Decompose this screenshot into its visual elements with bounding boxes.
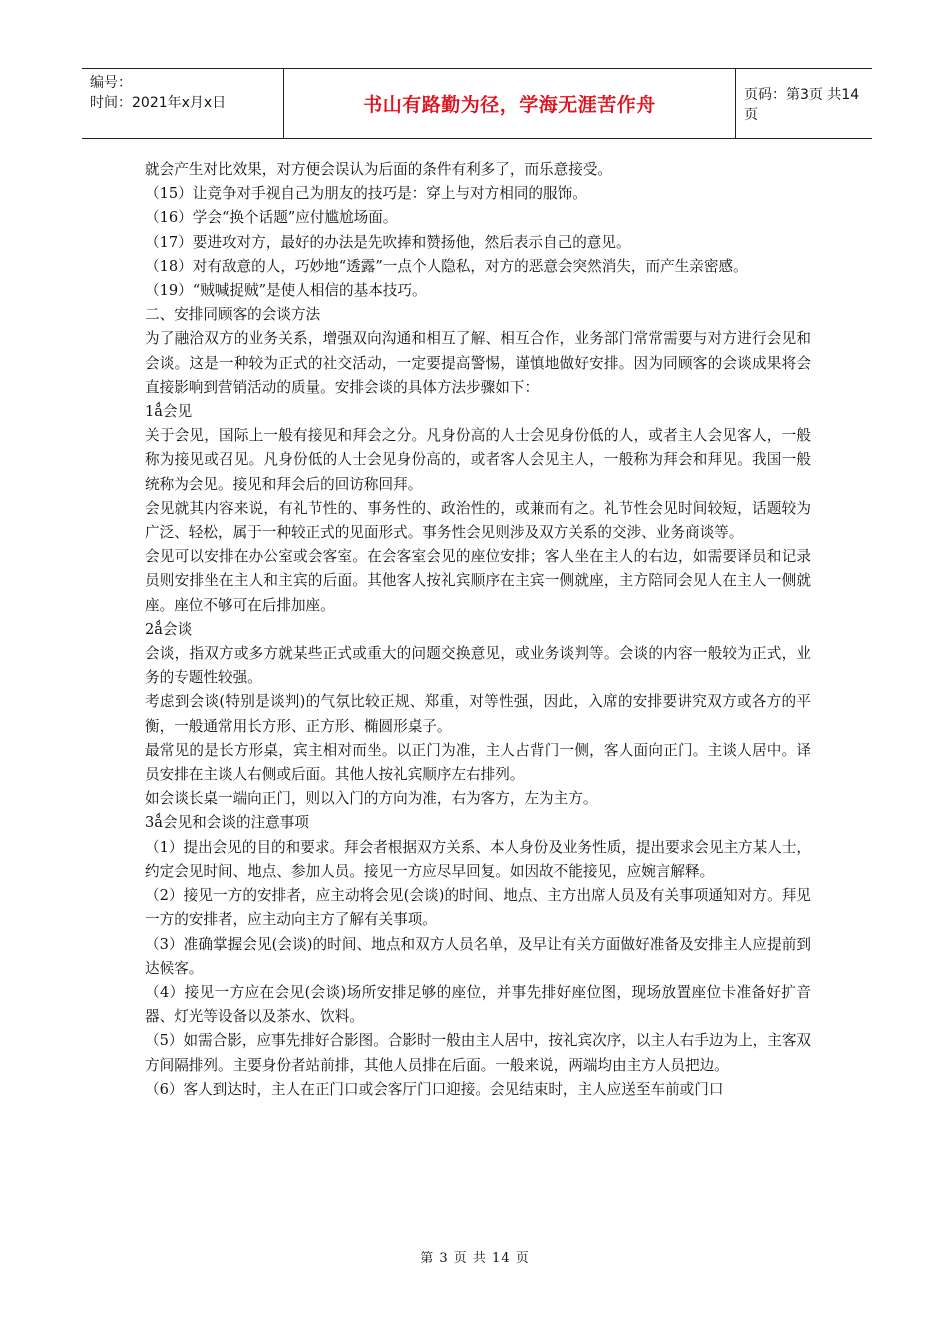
paragraph: 会见就其内容来说，有礼节性的、事务性的、政治性的，或兼而有之。礼节性会见时间较短，话题较为广泛、轻松，属于一种较正式的见面形式。事务性会见则涉及双方关系的交涉、业务商谈等。 — [145, 499, 811, 542]
paragraph: 会见可以安排在办公室或会客室。在会客室会见的座位安排；客人坐在主人的右边，如需要译员和记录员则安排坐在主人和主宾的后面。其他客人按礼宾顺序在主宾一侧就座，主方陪同会见人在主人一侧就座。座位不够可在后排加座。 — [145, 548, 811, 614]
page-header — [82, 68, 872, 139]
section-heading: 二、安排同顾客的会谈方法 — [145, 306, 321, 324]
paragraph: 如会谈长桌一端向正门，则以入门的方向为准，右为客方，左为主方。 — [145, 790, 598, 808]
paragraph: （16）学会“换个话题”应付尴尬场面。 — [145, 209, 398, 227]
paragraph: （15）让竞争对手视自己为朋友的技巧是：穿上与对方相同的服饰。 — [145, 185, 587, 203]
paragraph: （2）接见一方的安排者，应主动将会见(会谈)的时间、地点、主方出席人员及有关事项通知对方。拜见一方的安排者，应主动向主方了解有关事项。 — [145, 887, 811, 929]
paragraph: 会谈，指双方或多方就某些正式或重大的问题交换意见，或业务谈判等。会谈的内容一般较为正式，业务的专题性较强。 — [145, 645, 811, 687]
paragraph: （6）客人到达时，主人在正门口或会客厅门口迎接。会见结束时，主人应送至车前或门口 — [145, 1080, 724, 1098]
doc-date: 时间：2021年x月x日 — [90, 95, 227, 111]
paragraph: 考虑到会谈(特别是谈判)的气氛比较正规、郑重，对等性强，因此，入席的安排要讲究双方或各方的平衡，一般通常用长方形、正方形、椭圆形桌子。 — [145, 693, 811, 735]
header-meta — [82, 69, 284, 138]
subsection-heading: 2ǻ会谈 — [145, 620, 193, 638]
paragraph: 为了融洽双方的业务关系，增强双向沟通和相互了解、相互合作，业务部门常常需要与对方进行会见和会谈。这是一种较为正式的社交活动，一定要提高警惕，谨慎地做好安排。因为同顾客的会谈成果将会直接影响到营销活动的质量。安排会谈的具体方法步骤如下： — [145, 330, 811, 396]
page-footer: 第 3 页 共 14 页 — [420, 1251, 530, 1266]
subsection-heading: 1ǻ会见 — [145, 403, 193, 421]
paragraph: （17）要进攻对方，最好的办法是先吹捧和赞扬他，然后表示自己的意见。 — [145, 233, 631, 251]
paragraph: （19）“贼喊捉贼”是使人相信的基本技巧。 — [145, 282, 427, 300]
header-motto: 书山有路勤为径，学海无涯苦作舟 — [284, 69, 736, 138]
paragraph: （3）准确掌握会见(会谈)的时间、地点和双方人员名单，及早让有关方面做好准备及安排主人应提前到达候客。 — [145, 935, 811, 977]
paragraph: （4）接见一方应在会见(会谈)场所安排足够的座位，并事先排好座位图，现场放置座位卡准备好扩音器、灯光等设备以及茶水、饮料。 — [145, 983, 811, 1026]
paragraph: （1）提出会见的目的和要求。拜会者根据双方关系、本人身份及业务性质，提出要求会见主方某人士，约定会见时间、地点、参加人员。接见一方应尽早回复。如因故不能接见，应婉言解释。 — [145, 838, 812, 880]
paragraph: （18）对有敌意的人，巧妙地“透露”一点个人隐私，对方的恶意会突然消失，而产生亲密感。 — [145, 257, 748, 275]
subsection-heading: 3ǻ会见和会谈的注意事项 — [145, 814, 309, 832]
paragraph: 最常见的是长方形桌，宾主相对而坐。以正门为准，主人占背门一侧，客人面向正门。主谈人居中。译员安排在主谈人右侧或后面。其他人按礼宾顺序左右排列。 — [145, 741, 811, 784]
doc-code-label: 编号： — [90, 75, 132, 91]
document-body — [145, 158, 811, 1102]
paragraph: 关于会见，国际上一般有接见和拜会之分。凡身份高的人士会见身份低的人，或者主人会见客人，一般称为接见或召见。凡身份低的人士会见身份高的，或者客人会见主人，一般称为拜会和拜见。我国一般统称为会见。接见和拜会后的回访称回拜。 — [145, 427, 811, 493]
paragraph: （5）如需合影，应事先排好合影图。合影时一般由主人居中，按礼宾次序，以主人右手边为上，主客双方间隔排列。主要身份者站前排，其他人员排在后面。一般来说，两端均由主方人员把边。 — [145, 1032, 812, 1074]
paragraph: 就会产生对比效果，对方便会误认为后面的条件有利多了，而乐意接受。 — [145, 161, 613, 178]
header-page-info: 页码：第3页 共14页 — [744, 86, 860, 123]
